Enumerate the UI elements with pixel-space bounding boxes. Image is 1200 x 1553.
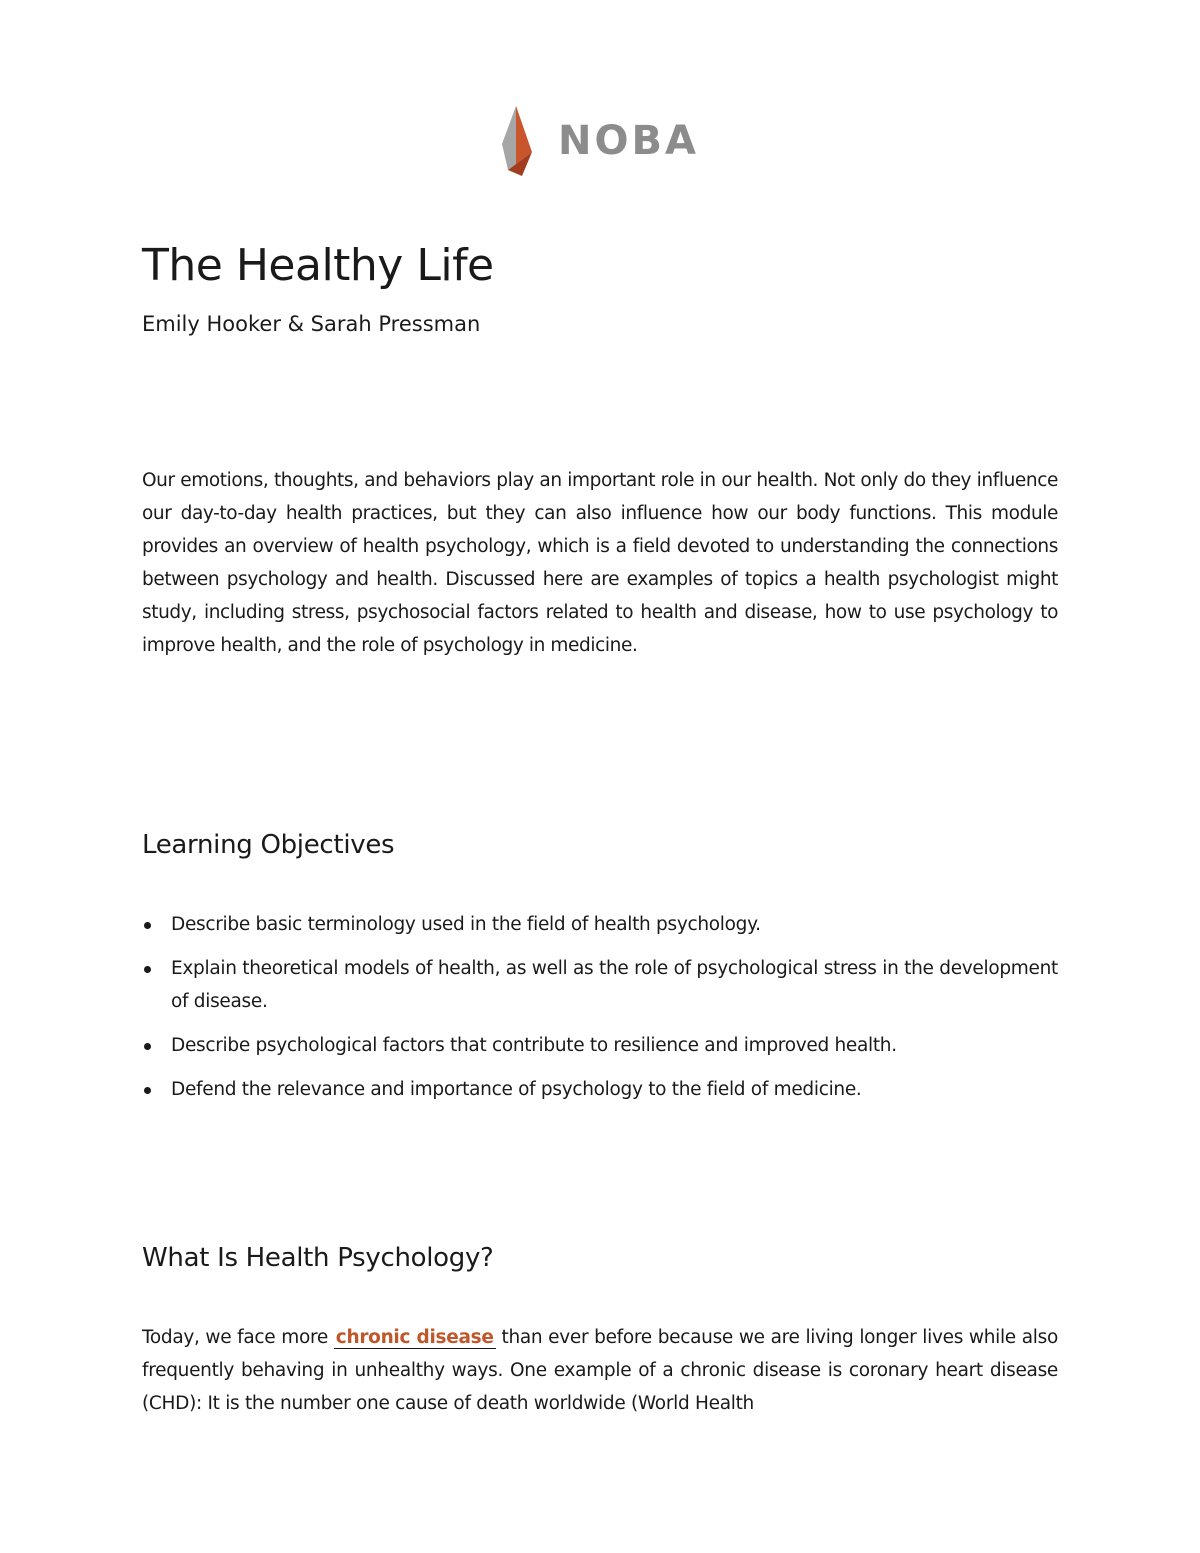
list-item bbox=[142, 1073, 1058, 1106]
body-paragraph bbox=[142, 1321, 1058, 1420]
body-text-after: than ever before because we are living longer lives while also frequently behaving in unhealthy ways. One example of a chronic disease is coronary heart disease (CHD): It is the number one cause of death worldwide (World Health bbox=[142, 1327, 1058, 1414]
noba-flame-icon bbox=[488, 104, 540, 176]
chronic-disease-link[interactable]: chronic disease bbox=[335, 1327, 494, 1348]
objective-text: Explain theoretical models of health, as well as the role of psychological stress in the development of disease. bbox=[171, 958, 1058, 1012]
noba-logo bbox=[488, 100, 708, 180]
objective-text: Defend the relevance and importance of psychology to the field of medicine. bbox=[171, 1079, 862, 1100]
page-title: The Healthy Life bbox=[142, 240, 494, 291]
authors: Emily Hooker & Sarah Pressman bbox=[142, 312, 481, 336]
learning-objectives-list bbox=[142, 908, 1058, 1117]
list-item bbox=[142, 952, 1058, 1018]
bullet-icon bbox=[144, 1087, 151, 1094]
section-heading: What Is Health Psychology? bbox=[142, 1243, 494, 1273]
abstract-paragraph: Our emotions, thoughts, and behaviors play an important role in our health. Not only do they influence our day-to-day health practices, but they can also influence how our body functions. This module provides an overview of health psychology, which is a field devoted to understanding the connections between psychology and health. Discussed here are examples of topics a health psychologist might study, including stress, psychosocial factors related to health and disease, how to use psychology to improve health, and the role of psychology in medicine. bbox=[142, 470, 1058, 656]
bullet-icon bbox=[144, 1043, 151, 1050]
bullet-icon bbox=[144, 966, 151, 973]
list-item bbox=[142, 908, 1058, 941]
objective-text: Describe basic terminology used in the field of health psychology. bbox=[171, 914, 761, 935]
objective-text: Describe psychological factors that contribute to resilience and improved health. bbox=[171, 1035, 897, 1056]
bullet-icon bbox=[144, 922, 151, 929]
list-item bbox=[142, 1029, 1058, 1062]
logo-wordmark: NOBA bbox=[558, 118, 699, 164]
learning-objectives-heading: Learning Objectives bbox=[142, 830, 395, 860]
body-text-before: Today, we face more bbox=[142, 1327, 328, 1348]
